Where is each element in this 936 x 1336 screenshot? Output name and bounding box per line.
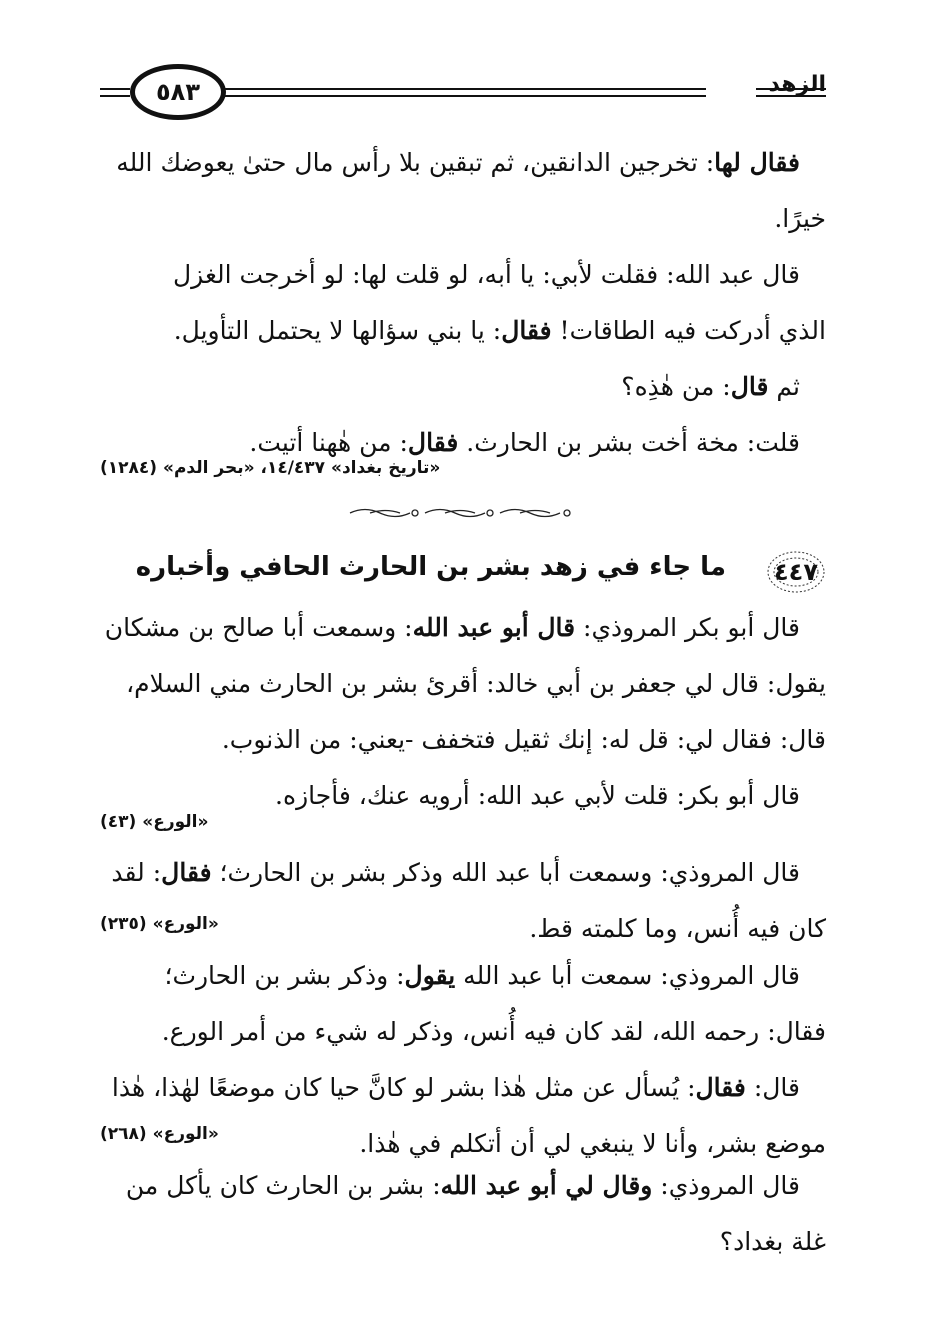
header-rule [100,95,130,97]
source-citation: «تاريخ بغداد» ١٤/٤٣٧، «بحر الدم» (١٢٨٤) [100,458,441,478]
source-citation: «الورع» (٢٦٨) [100,1124,219,1144]
line-text: قال المروذي: سمعت أبا عبد الله [455,961,800,990]
line-text: : يا بني سؤالها لا يحتمل التأويل. [173,316,502,345]
line-text: كان فيه أُنس، وما كلمته قط. [529,914,826,943]
line-text: : تخرجين الدانقين، ثم تبقين بلا رأس مال حتىٰ يعوضك الله [116,148,715,177]
text-line [100,656,826,712]
text-line [100,948,826,1004]
line-text: : من هٰذِه؟ [621,372,731,401]
line-text: قال عبد الله: فقلت لأبي: يا أبه، لو قلت لها: لو أخرجت الغزل [173,260,800,289]
line-text: قال أبو بكر: قلت لأبي عبد الله: أرويه عنك، فأجازه. [275,781,800,810]
text-line [100,303,826,359]
source-citation: «الورع» (٢٣٥) [100,914,219,934]
paragraph-3 [100,845,826,957]
section-number: ٤٤٧ [774,558,818,586]
line-text: : يُسأل عن مثل هٰذا بشر لو كانَّ حيا كان موضعًا لهٰذا، هٰذا [111,1073,696,1102]
section-number-badge [764,548,828,596]
text-line [100,191,826,247]
line-text: : لقد [111,858,162,887]
line-text: : من هٰهنا أتيت. [249,428,408,457]
line-text: ثم [768,372,800,401]
line-text: فقال: رحمه الله، لقد كان فيه أُنس، وذكر له شيء من أمر الورع. [161,1017,826,1046]
page-header [100,62,826,122]
line-text: قال أبو بكر المروذي: [575,613,800,642]
ornament-divider [345,504,575,522]
text-line [100,1214,826,1270]
page-number [130,64,226,120]
header-rule [220,95,706,97]
text-line [100,1158,826,1214]
section-heading [100,548,828,596]
line-text: : وسمعت أبا صالح بن مشكان [104,613,413,642]
header-rule [100,88,130,90]
line-text: قال المروذي: [652,1171,800,1200]
section-title: ما جاء في زهد بشر بن الحارث الحافي وأخباره [135,552,726,582]
line-text: يقول: قال لي جعفر بن أبي خالد: أقرئ بشر بن الحارث مني السلام، [126,669,826,698]
line-text: قال المروذي: وسمعت أبا عبد الله وذكر بشر بن الحارث؛ [211,858,800,887]
line-text: موضع بشر، وأنا لا ينبغي لي أن أتكلم في هٰذا. [359,1129,826,1158]
bold-phrase: فقال [407,428,459,457]
bold-phrase: قال أبو عبد الله [412,613,576,642]
page-number-text: ٥٨٣ [156,78,200,106]
line-text: : وذكر بشر بن الحارث؛ [164,961,405,990]
paragraph-2 [100,600,826,824]
text-line [100,1060,826,1116]
line-text: غلة بغداد؟ [719,1227,826,1256]
bold-phrase: فقال [161,858,212,887]
text-line [100,135,826,191]
text-line [100,1004,826,1060]
line-text: قال: [745,1073,800,1102]
bold-phrase: فقال لها [714,148,800,177]
line-text: الذي أدركت فيه الطاقات! [551,316,826,345]
header-rule [220,88,706,90]
text-line [100,600,826,656]
line-text: قال: فقال لي: قل له: إنك ثقيل فتخفف -يعني: من الذنوب. [221,725,826,754]
paragraph-1 [100,135,826,471]
bold-phrase: قال [730,372,769,401]
bold-phrase: وقال لي أبو عبد الله [440,1171,653,1200]
bold-phrase: يقول [404,961,456,990]
paragraph-5 [100,1158,826,1270]
bold-phrase: فقال [695,1073,746,1102]
source-citation: «الورع» (٤٣) [100,812,209,832]
text-line [100,359,826,415]
text-line [100,712,826,768]
text-line [100,247,826,303]
line-text: قلت: مخة أخت بشر بن الحارث. [458,428,800,457]
line-text: خيرًا. [774,204,826,233]
text-line [100,845,826,901]
text-line [100,768,826,824]
bold-phrase: فقال [501,316,552,345]
running-title: الزهد [768,72,826,97]
line-text: : بشر بن الحارث كان يأكل من [125,1171,441,1200]
